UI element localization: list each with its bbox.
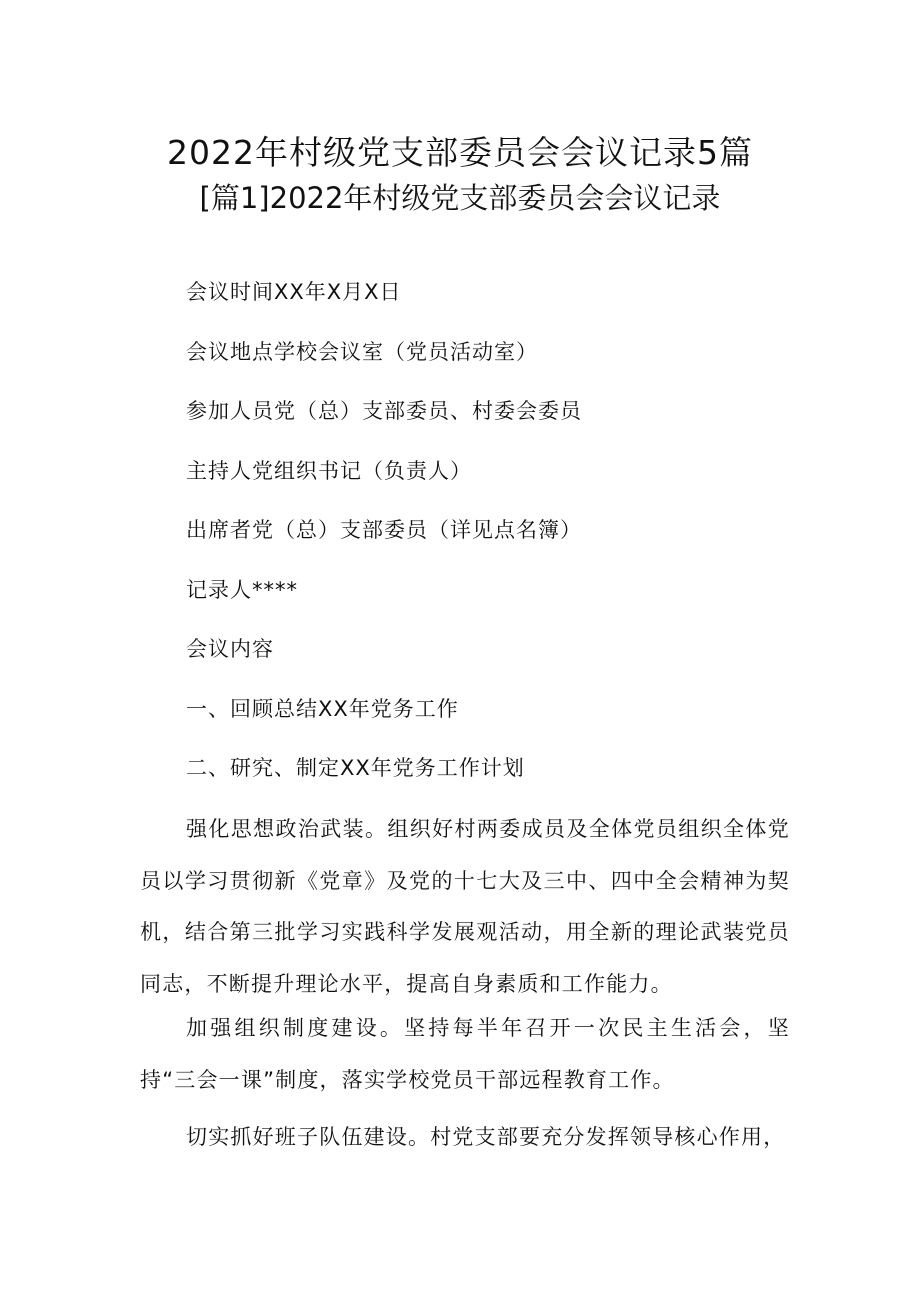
attendees-field: 参加人员党（总）支部委员、村委会委员	[186, 399, 582, 423]
meeting-content-heading: 会议内容	[186, 637, 274, 661]
present-members-field: 出席者党（总）支部委员（详见点名簿）	[186, 518, 582, 542]
meeting-location-field: 会议地点学校会议室（党员活动室）	[186, 340, 538, 364]
agenda-item-2: 二、研究、制定XX年党务工作计划	[186, 756, 525, 780]
body-paragraph-2: 加强组织制度建设。坚持每半年召开一次民主生活会，坚持“三会一课”制度，落实学校党员干部远程教育工作。	[140, 1016, 790, 1092]
body-paragraph-1: 强化思想政治武装。组织好村两委成员及全体党员组织全体党员以学习贯彻新《党章》及党的十七大及三中、四中全会精神为契机，结合第三批学习实践科学发展观活动，用全新的理论武装党员同志，不断提升理论水平，提高自身素质和工作能力。	[140, 817, 790, 996]
host-field: 主持人党组织书记（负责人）	[186, 459, 472, 483]
section-title: [篇1]2022年村级党支部委员会会议记录	[199, 181, 721, 215]
recorder-field: 记录人****	[186, 578, 298, 602]
body-paragraph-3: 切实抓好班子队伍建设。村党支部要充分发挥领导核心作用，	[186, 1125, 786, 1149]
document-title: 2022年村级党支部委员会会议记录5篇	[167, 133, 753, 172]
agenda-item-1: 一、回顾总结XX年党务工作	[186, 697, 459, 721]
meeting-time-field: 会议时间XX年X月X日	[186, 280, 402, 304]
